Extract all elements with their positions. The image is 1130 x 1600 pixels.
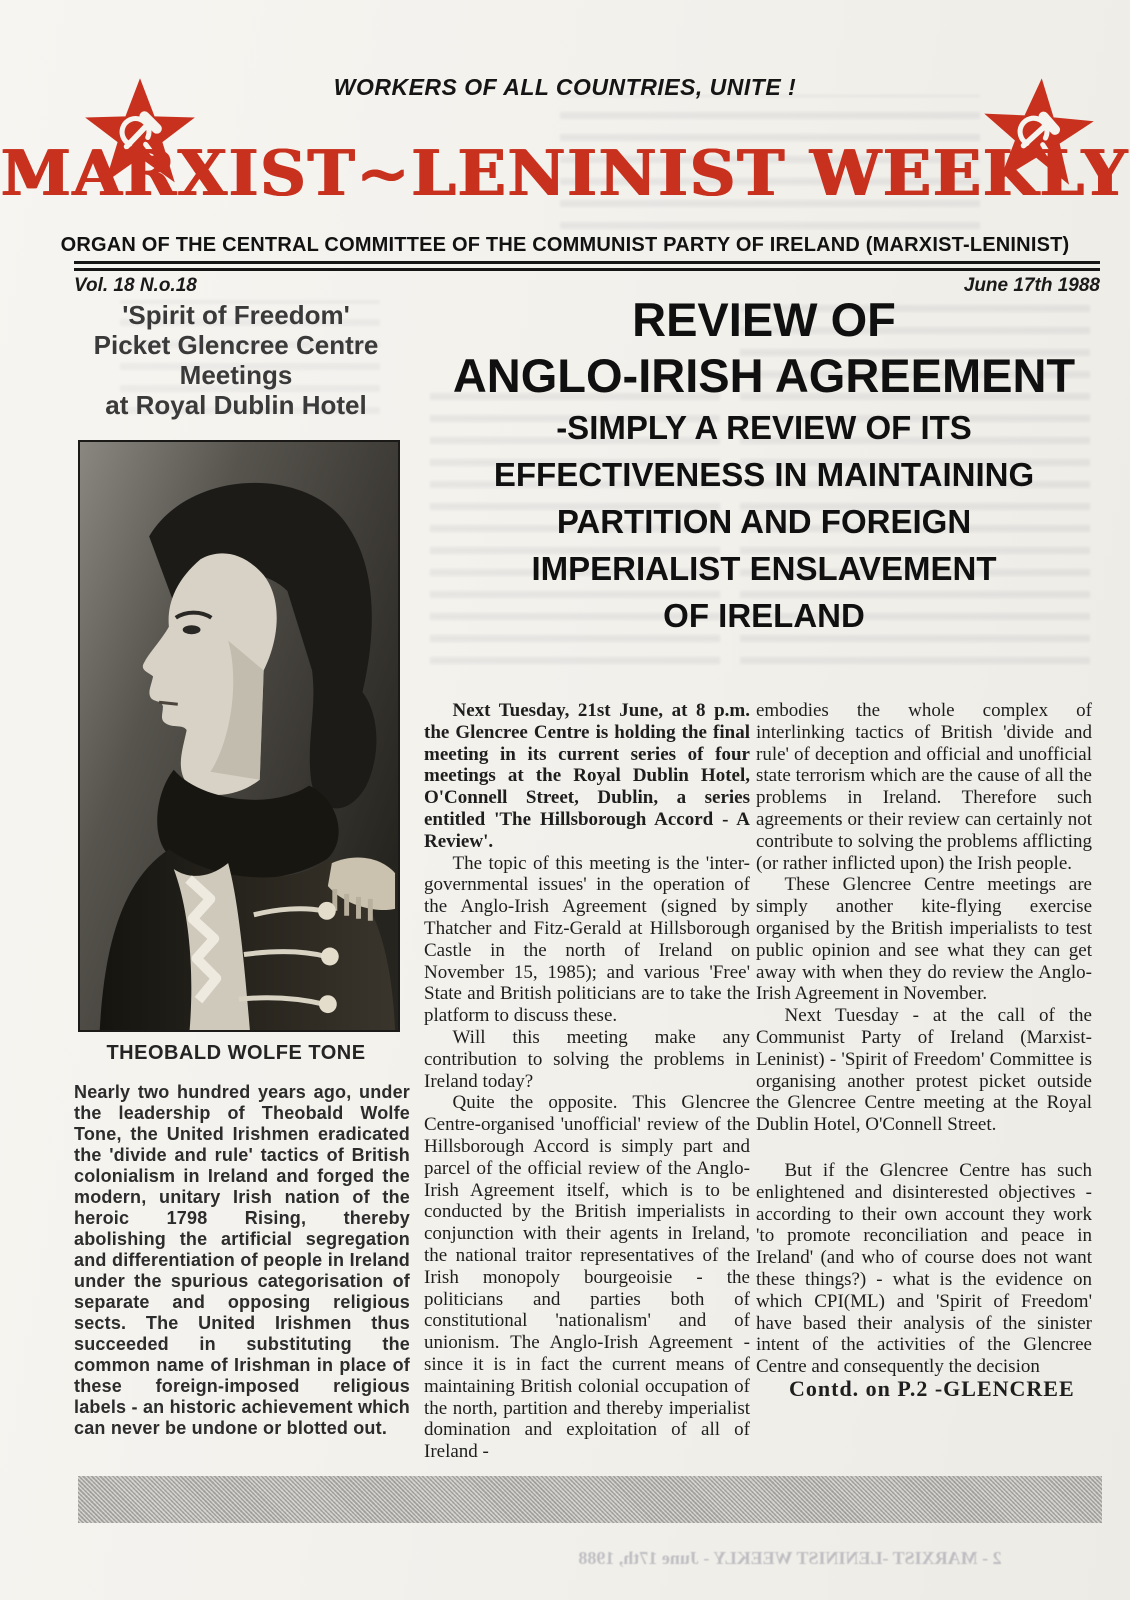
article-paragraph: Quite the opposite. This Glencree Centre-organised 'unofficial' review of the Hillsborough Accord is simply part and parcel of the official review of the Anglo-Irish Agreement itself, which is to be conducted by the British imperialists in conjunction with their agents in Ireland, the national traitor representatives of the Irish monopoly bourgeoisie - the politicians and parties both of constitutional 'nationalism' and of unionism. The Anglo-Irish Agreement - since it is in fact the current means of maintaining British colonial occupation of the north, partition and thereby imperialist domination and exploitation of all of Ireland - <box>424 1092 750 1463</box>
article-column-1 <box>424 700 750 1463</box>
left-headline-line: Meetings <box>179 360 293 390</box>
wolfe-tone-portrait <box>78 440 400 1032</box>
masthead-title: MARXIST~LENINIST WEEKLY <box>0 136 1129 210</box>
left-article-text: Nearly two hundred years ago, under the leadership of Theobald Wolfe Tone, the United Irishmen eradicated the 'divide and rule' tactics of British colonialism in Ireland and forged the modern, unitary Irish nation of the heroic 1798 Rising, thereby abolishing the artificial segregation and differentiation of people in Ireland under the spurious categorisation of separate and opposing religious sects. The United Irishmen thus succeeded in substituting the common name of Irishman in place of these foreign-imposed religious labels - an historic achievement which can never be undone or blotted out. <box>74 1082 410 1438</box>
main-article-headline <box>420 292 1108 639</box>
masthead-subtitle: ORGAN OF THE CENTRAL COMMITTEE OF THE COMMUNIST PARTY OF IRELAND (MARXIST-LENINIST) <box>60 234 1070 256</box>
left-headline-line: 'Spirit of Freedom' <box>122 300 350 330</box>
headline-line: IMPERIALIST ENSLAVEMENT <box>531 550 997 587</box>
volume-label: Vol. 18 N.o.18 <box>74 275 197 296</box>
masthead-rule <box>74 261 1100 271</box>
left-column-headline <box>62 300 410 420</box>
portrait-caption: THEOBALD WOLFE TONE <box>106 1042 366 1064</box>
headline-line: PARTITION AND FOREIGN <box>556 503 972 540</box>
headline-line: EFFECTIVENESS IN MAINTAINING <box>493 456 1035 493</box>
article-paragraph: Next Tuesday, 21st June, at 8 p.m. the Glencree Centre is holding the final meeting in its current series of four meetings at the Royal Dublin Hotel, O'Connell Street, Dublin, a series entitled 'The Hillsborough Accord - A Review'. <box>424 700 750 852</box>
halftone-separator-bar <box>78 1476 1102 1523</box>
article-paragraph: embodies the whole complex of interlinking tactics of British 'divide and rule' of deception and official and unofficial state terrorism which are the cause of all the problems in Ireland. Therefore such agreements or their review can certainly not contribute to solving the problems afflicting (or rather inflicted upon) the Irish people. <box>756 700 1092 874</box>
article-column-2 <box>756 700 1092 1400</box>
continuation-notice: Contd. on P.2 -GLENCREE <box>789 1375 1075 1401</box>
left-headline-line: Picket Glencree Centre <box>93 330 379 360</box>
headline-line: -SIMPLY A REVIEW OF ITS <box>556 409 972 446</box>
issue-date: June 17th 1988 <box>963 275 1100 296</box>
masthead-slogan: WORKERS OF ALL COUNTRIES, UNITE ! <box>333 74 797 100</box>
article-paragraph: These Glencree Centre meetings are simply another kite-flying exercise organised by the British imperialists to test public opinion and see what they can get away with when they do review the Anglo-Irish Agreement in November. <box>756 874 1092 1005</box>
article-paragraph: Next Tuesday - at the call of the Communist Party of Ireland (Marxist-Leninist) - 'Spirit of Freedom' Committee is organising another protest picket outside the Glencree Centre meeting at the Royal Dublin Hotel, O'Connell Street. <box>756 1005 1092 1136</box>
article-paragraph: Will this meeting make any contribution to solving the problems in Ireland today? <box>424 1026 750 1092</box>
article-paragraph: But if the Glencree Centre has such enlightened and disinterested objectives - according to their own account they work 'to promote reconciliation and peace in Ireland' (and who of course does not want these things?) - what is the evidence on which CPI(ML) and 'Spirit of Freedom' have based their analysis of the sinister intent of the activities of the Glencree Centre and consequently the decision <box>756 1159 1092 1378</box>
headline-line: REVIEW OF <box>632 293 896 346</box>
left-headline-line: at Royal Dublin Hotel <box>105 390 367 420</box>
headline-line: ANGLO-IRISH AGREEMENT <box>452 349 1076 402</box>
headline-line: OF IRELAND <box>663 597 865 634</box>
bleed-through-footer-text: 2 - MARXIST -LENINIST WEEKLY - June 17th, 1988 <box>578 1548 1002 1568</box>
article-paragraph: The topic of this meeting is the 'inter-governmental issues' in the operation of the Anglo-Irish Agreement (signed by Thatcher and Fitz-Gerald at Hillsborough Castle in the north of Ireland on November 15, 1985); and various 'Free' State and British politicians are to take the platform to discuss these. <box>424 852 750 1027</box>
